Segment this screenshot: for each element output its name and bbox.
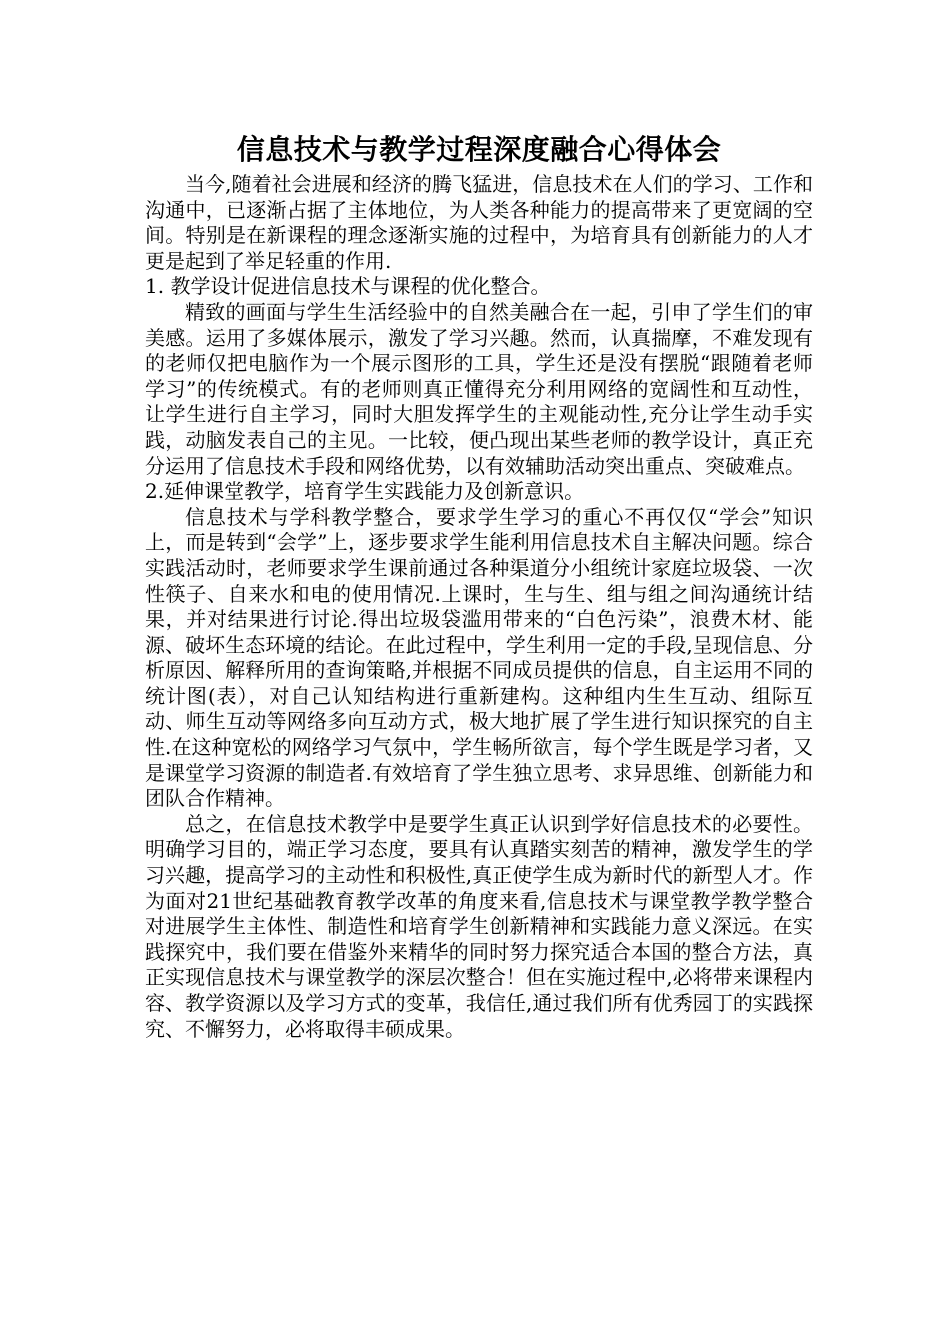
document-title: 信息技术与教学过程深度融合心得体会 [236, 133, 722, 166]
body-paragraph-1: 精致的画面与学生生活经验中的自然美融合在一起，引申了学生们的审美感。运用了多媒体展示，激发了学习兴趣。然而，认真揣摩，不难发现有的老师仅把电脑作为一个展示图形的工具，学生还是没有摆脱“跟随着老师学习”的传统模式。有的老师则真正懂得充分利用网络的宽阔性和互动性，让学生进行自主学习，同时大胆发挥学生的主观能动性,充分让学生动手实践，动脑发表自己的主见。一比较，便凸现出某些老师的教学设计，真正充分运用了信息技术手段和网络优势，以有效辅助活动突出重点、突破难点。 [145, 299, 813, 478]
document-page [145, 128, 813, 1042]
section-heading-2: 2.延伸课堂教学，培育学生实践能力及创新意识。 [145, 479, 585, 504]
conclusion-paragraph: 总之，在信息技术教学中是要学生真正认识到学好信息技术的必要性。明确学习目的，端正学习态度，要具有认真踏实刻苦的精神，激发学生的学习兴趣，提高学习的主动性和积极性,真正使学生成为新时代的新型人才。作为面对21世纪基础教育教学改革的角度来看,信息技术与课堂教学教学整合对进展学生主体性、制造性和培育学生创新精神和实践能力意义深远。在实践探究中，我们要在借鉴外来精华的同时努力探究适合本国的整合方法，真正实现信息技术与课堂教学的深层次整合！但在实施过程中,必将带来课程内容、教学资源以及学习方式的变革，我信任,通过我们所有优秀园丁的实践探究、不懈努力，必将取得丰硕成果。 [145, 811, 813, 1041]
body-paragraph-2: 信息技术与学科教学整合，要求学生学习的重心不再仅仅“学会”知识上，而是转到“会学”上，逐步要求学生能利用信息技术自主解决问题。综合实践活动时，老师要求学生课前通过各种渠道分小组统计家庭垃圾袋、一次性筷子、自来水和电的使用情况.上课时，生与生、组与组之间沟通统计结果，并对结果进行讨论.得出垃圾袋滥用带来的“白色污染”，浪费木材、能源、破坏生态环境的结论。在此过程中，学生利用一定的手段,呈现信息、分析原因、解释所用的查询策略,并根据不同成员提供的信息，自主运用不同的统计图(表），对自己认知结构进行重新建构。这种组内生生互动、组际互动、师生互动等网络多向互动方式，极大地扩展了学生进行知识探究的自主性.在这种宽松的网络学习气氛中，学生畅所欲言，每个学生既是学习者，又是课堂学习资源的制造者.有效培育了学生独立思考、求异思维、创新能力和团队合作精神。 [145, 504, 813, 811]
intro-paragraph: 当今,随着社会进展和经济的腾飞猛进，信息技术在人们的学习、工作和沟通中，已逐渐占据了主体地位，为人类各种能力的提高带来了更宽阔的空间。特别是在新课程的理念逐渐实施的过程中，为培育具有创新能力的人才更是起到了举足轻重的作用. [145, 172, 813, 273]
section-heading-1: 1. 教学设计促进信息技术与课程的优化整合。 [145, 274, 551, 299]
